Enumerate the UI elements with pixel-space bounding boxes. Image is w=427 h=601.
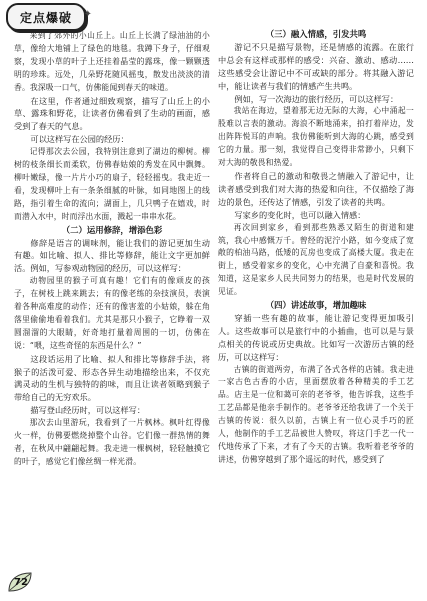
example-paragraph: 来到了郊外的小山丘上。山丘上长满了绿油油的小草，像给大地铺上了绿色的地毯。我蹲下身子，仔细观察，发现小草的叶子上还挂着晶莹的露珠，像一颗颗透明的珍珠。远处，几朵野花随风摇曳，散发出淡淡的清香。我深吸一口气，仿佛能闻到春天的味道。 xyxy=(14,31,210,92)
body-paragraph: 可以这样写在公园的经历： xyxy=(30,134,129,145)
section-heading: （四）讲述故事，增加趣味 xyxy=(265,300,367,311)
example-paragraph: 我站在海边，望着那无边无际的大海，心中涌起一股难以言表的激动。海浪不断地涌来，拍打着岸边，发出阵阵悦耳的声响。我仿佛能听到大海的心跳，感受到它的力量。那一刻，我觉得自己变得非常渺小，只剩下对大海的敬畏和热爱。 xyxy=(218,106,414,168)
body-paragraph: 写家乡的变化时，也可以融入情感： xyxy=(234,209,366,220)
example-paragraph: 再次回到家乡，看到那些熟悉又陌生的街道和建筑，我心中感慨万千。曾经的泥泞小路，如今变成了宽敞的柏油马路，低矮的瓦房也变成了高楼大厦。我走在街上，感受着家乡的变化，心中充满了自豪和喜悦。我知道，这是家乡人民共同努力的结果，也是时代发展的见证。 xyxy=(218,222,414,297)
example-paragraph: 古镇的街道两旁，布满了各式各样的店铺。我走进一家古色古香的小店，里面摆放着各种精美的手工艺品。店主是一位和蔼可亲的老爷爷，他告诉我，这些手工艺品都是他亲手制作的。老爷爷还给我讲了一个关于古镇的传说：很久以前，古镇上有一位心灵手巧的匠人，他制作的手工艺品被世人赞叹，将这门手艺一代一代地传承了下来，才有了今天的古镇。我听着老爷爷的讲述，仿佛穿越到了那个遥远的时代，感受到了 xyxy=(218,364,414,464)
example-paragraph: 动物园里的猴子可真有趣！它们有的像顽皮的孩子，在树枝上跳来跳去；有的像老练的杂技演员，表演着各种高难度的动作；还有的像害羞的小姑娘，躲在角落里偷偷地看着我们。尤其是那只小猴子，它睁着一双圆溜溜的大眼睛，好奇地打量着周围的一切，仿佛在说：“喂，这些奇怪的东西是什么？” xyxy=(14,276,210,350)
section-heading: （三）融入情感，引发共鸣 xyxy=(265,29,367,39)
page-number-badge xyxy=(6,571,36,593)
body-paragraph: 作者将自己的激动和敬畏之情融入了游记中，让读者感受到我们对大海的热爱和向往，不仅描绘了海边的景色，还传达了情感，引发了读者的共鸣。 xyxy=(218,170,414,207)
body-paragraph: 修辞是语言的调味剂，能让我们的游记更加生动有趣。如比喻、拟人、排比等修辞，能让文字更加鲜活。例如，写参观动物园的经历，可以这样写： xyxy=(14,237,210,274)
left-column xyxy=(14,30,210,578)
body-paragraph: 穿插一些有趣的故事，能让游记变得更加吸引人。这些故事可以是旅行中的小插曲，也可以是与景点相关的传说或历史典故。比如写一次游历古镇的经历，可以这样写： xyxy=(218,312,414,362)
body-paragraph: 在这里，作者通过细致观察，描写了山丘上的小草、露珠和野花，让读者仿佛看到了生动的画面，感受到了春天的气息。 xyxy=(14,95,210,132)
section-heading: （二）运用修辞，增添色彩 xyxy=(61,224,163,235)
example-paragraph: 那次去山里游玩，我看到了一片枫林。枫叶红得像火一样，仿佛要燃烧掉整个山谷。它们像一群热情的舞者，在秋风中翩翩起舞。我走进一棵枫树，轻轻触摸它的叶子，感觉它们像丝绸一样光滑。 xyxy=(14,418,210,466)
body-paragraph: 例如，写一次海边的旅行经历，可以这样写： xyxy=(234,93,399,104)
page-number: 72 xyxy=(14,576,28,588)
body-paragraph: 描写登山经历时，可以这样写： xyxy=(30,405,146,416)
body-paragraph: 游记不只是描写景物，还是情感的流露。在旅行中总会有这样或那样的感受：兴奋、激动、感动……这些感受会让游记中不可或缺的部分。将其融入游记中，能让读者与我们的情感产生共鸣。 xyxy=(218,41,414,91)
example-paragraph: 记得那次去公园，我特别注意到了湖边的柳树。柳树的枝条细长而柔软，仿佛春姑娘的秀发在风中飘舞。柳叶嫩绿，像一片片小巧的扇子，轻轻摇曳。我走近一看，发现柳叶上有一条条细腻的叶脉，如同地图上的线路，指引着生命的流向；湖面上，几只鸭子在嬉戏，时而潜入水中，时而浮出水面，溅起一串串水花。 xyxy=(14,147,210,221)
star-icon: ✦ xyxy=(83,9,92,20)
section-banner xyxy=(6,3,92,31)
body-paragraph: 这段话运用了比喻、拟人和排比等修辞手法，将猴子的活泼可爱、形态各异生动地描绘出来，不仅充满灵动的生机与独特的韵味，而且让读者领略到猴子带给自己的无穷欢乐。 xyxy=(14,353,210,403)
right-column xyxy=(218,28,414,576)
banner-label: 定点爆破 xyxy=(19,10,72,25)
